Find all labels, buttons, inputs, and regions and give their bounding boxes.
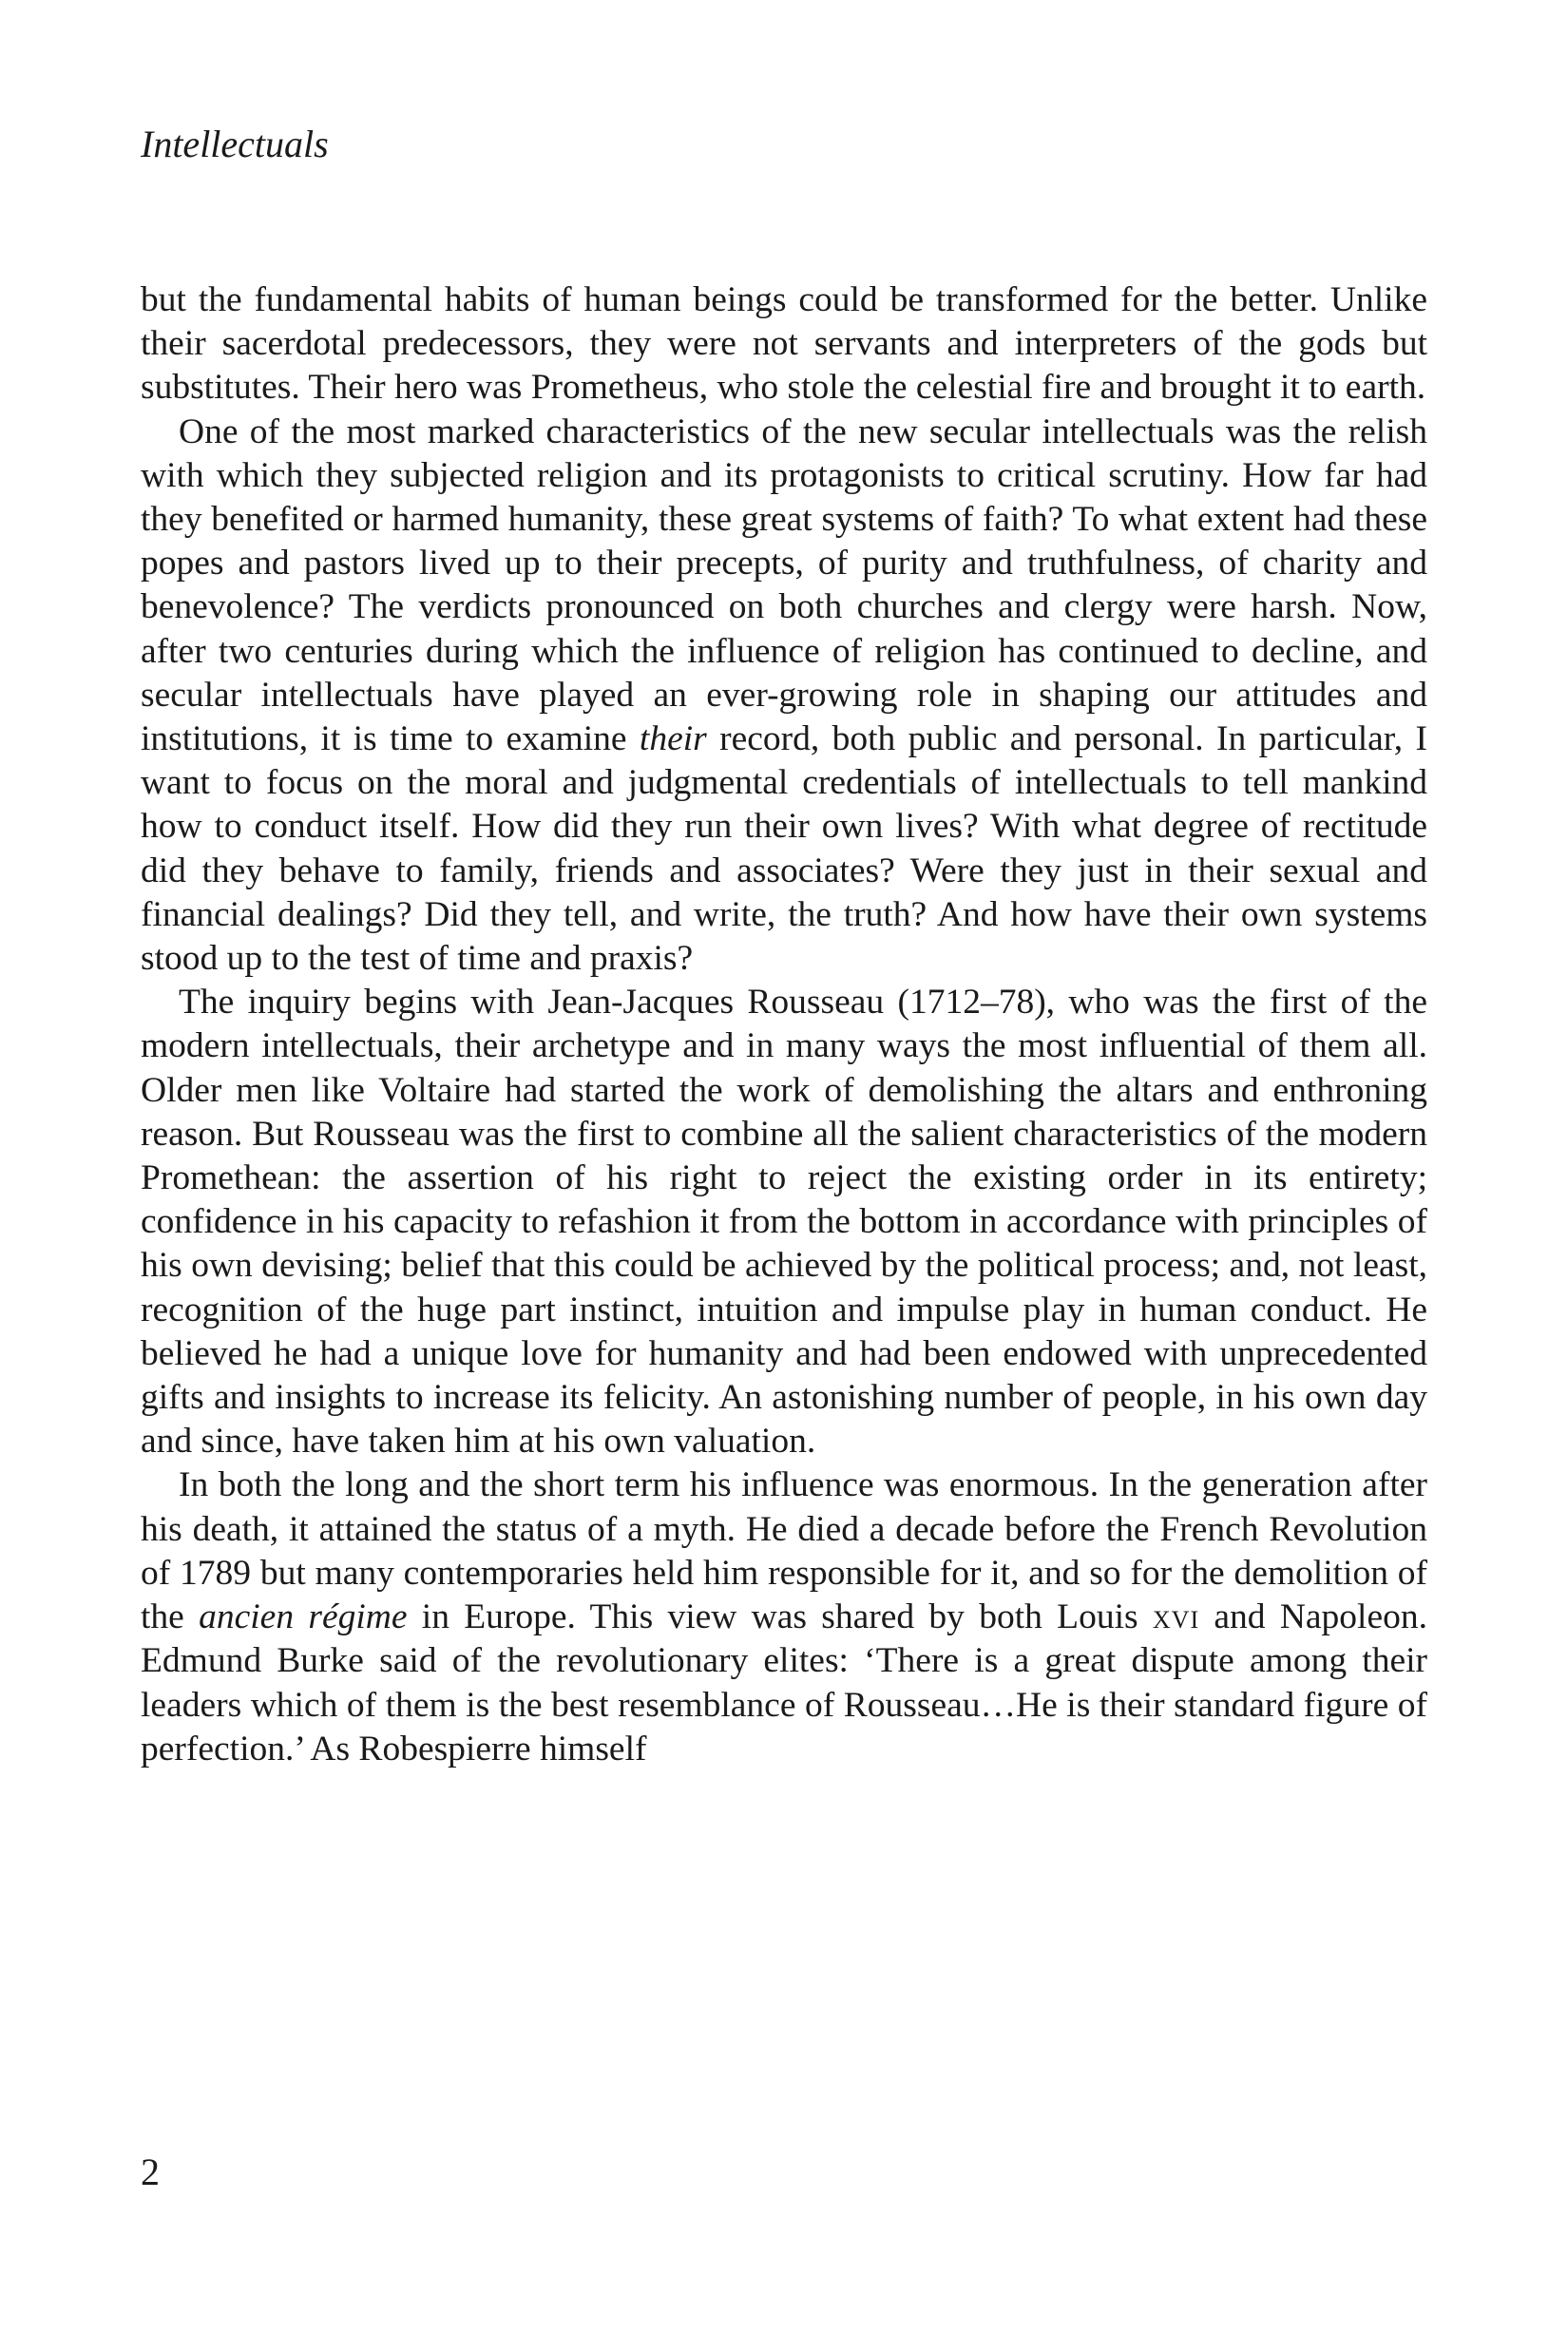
paragraph-4-part-b: in Europe. This view was shared by both Louis: [407, 1597, 1153, 1637]
paragraph-2-part-b: record, both public and personal. In particular, I want to focus on the moral and judgmental credentials of intellectuals to tell mankind how to conduct itself. How did they run their own lives? With what degree of rectitude did they behave to family, friends and associates? Were they just in their sexual and financial dealings? Did they tell, and write, the truth? And how have their own systems stood up to the test of time and praxis?: [141, 719, 1427, 979]
small-caps-roman-numeral: xvi: [1152, 1597, 1200, 1637]
paragraph-1: but the fundamental habits of human beings could be transformed for the better. Unlike their sacerdotal predecessors, they were not servants and interpreters of the gods but substitutes. Their hero was Prometheus, who stole the celestial fire and brought it to earth.: [141, 280, 1427, 408]
emphasis-their: their: [639, 719, 707, 759]
emphasis-ancien-regime: ancien régime: [199, 1597, 408, 1637]
paragraph-2-part-a: One of the most marked characteristics of the new secular intellectuals was the relish with which they subjected religion and its protagonists to critical scrutiny. How far had they benefited or harmed humanity, these great systems of faith? To what extent had these popes and pastors lived up to their precepts, of purity and truthfulness, of charity and benevolence? The verdicts pronounced on both churches and clergy were harsh. Now, after two centuries during which the influence of religion has continued to decline, and secular intellectuals have played an ever-growing role in shaping our attitudes and institutions, it is time to examine: [141, 411, 1427, 759]
paragraph-4-part-c: and Napoleon. Edmund Burke said of the revolutionary elites: ‘There is a great dispute among their leaders which of them is the best resemblance of Rousseau…He is their standard figure of perfection.’ As Robespierre himself: [141, 1597, 1427, 1769]
paragraph-4: [141, 1463, 1427, 1770]
paragraph-3: The inquiry begins with Jean-Jacques Rousseau (1712–78), who was the first of the modern intellectuals, their archetype and in many ways the most influential of them all. Older men like Voltaire had started the work of demolishing the altars and enthroning reason. But Rousseau was the first to combine all the salient characteristics of the modern Promethean: the assertion of his right to reject the existing order in its entirety; confidence in his capacity to refashion it from the bottom in accordance with principles of his own devising; belief that this could be achieved by the political process; and, not least, recognition of the huge part instinct, intuition and impulse play in human conduct. He believed he had a unique love for humanity and had been endowed with unprecedented gifts and insights to increase its felicity. An astonishing number of people, in his own day and since, have taken him at his own valuation.: [141, 983, 1427, 1462]
running-header-title: Intellectuals: [141, 123, 329, 165]
paragraph-4-part-a: In both the long and the short term his influence was enormous. In the generation after his death, it attained the status of a myth. He died a decade before the French Revolution of 1789 but many contemporaries held him responsible for it, and so for the demolition of the: [141, 1465, 1427, 1637]
body-text: [141, 278, 1427, 1771]
page-number: 2: [141, 2151, 160, 2193]
paragraph-2: [141, 411, 1427, 982]
